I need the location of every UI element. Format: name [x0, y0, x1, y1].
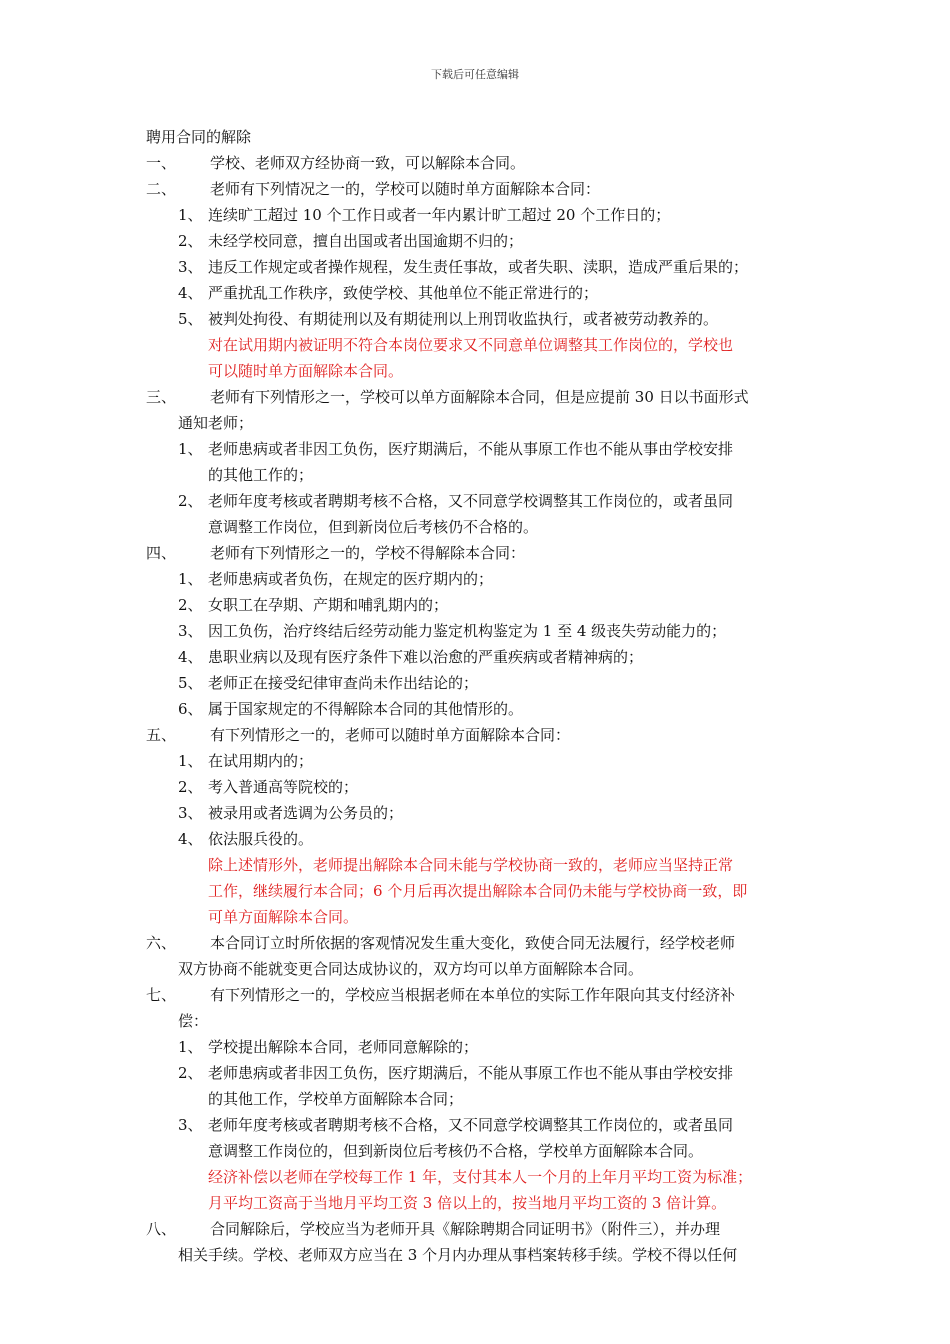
red-note: 经济补偿以老师在学校每工作 1 年，支付其本人一个月的上年月平均工资为标准；	[208, 1168, 753, 1186]
list-item	[146, 566, 818, 592]
list-item	[146, 644, 818, 670]
list-item	[146, 280, 818, 306]
red-note: 除上述情形外，老师提出解除本合同未能与学校协商一致的，老师应当坚持正常	[208, 856, 734, 874]
item-number: 4、	[178, 284, 203, 302]
item-number: 1、	[178, 752, 203, 770]
item-text: 因工负伤，治疗终结后经劳动能力鉴定机构鉴定为 1 至 4 级丧失劳动能力的；	[208, 622, 727, 640]
list-item	[146, 800, 818, 826]
item-number: 4、	[178, 830, 203, 848]
list-item	[146, 670, 818, 696]
item-text: 被判处拘役、有期徒刑以及有期徒刑以上刑罚收监执行，或者被劳动教养的。	[208, 310, 719, 328]
item-number: 3、	[178, 622, 203, 640]
item-number: 5、	[178, 310, 203, 328]
section-number: 六、	[146, 934, 177, 952]
section-number: 二、	[146, 180, 177, 198]
list-item	[146, 748, 818, 774]
item-text-continued: 的其他工作，学校单方面解除本合同；	[208, 1090, 464, 1108]
list-item	[146, 618, 818, 644]
section-text: 本合同订立时所依据的客观情况发生重大变化，致使合同无法履行，经学校老师	[210, 934, 736, 952]
item-text: 老师患病或者非因工负伤，医疗期满后，不能从事原工作也不能从事由学校安排	[208, 440, 734, 458]
item-number: 6、	[178, 700, 203, 718]
section-text: 有下列情形之一的，学校应当根据老师在本单位的实际工作年限向其支付经济补	[210, 986, 736, 1004]
item-text: 连续旷工超过 10 个工作日或者一年内累计旷工超过 20 个工作日的；	[208, 206, 671, 224]
section-text: 有下列情形之一的，老师可以随时单方面解除本合同：	[210, 726, 571, 744]
document-title: 聘用合同的解除	[146, 128, 252, 146]
item-number: 2、	[178, 778, 203, 796]
section-5	[146, 722, 818, 748]
section-8	[146, 1216, 818, 1242]
section-1	[146, 150, 818, 176]
red-note: 可以随时单方面解除本合同。	[208, 362, 404, 380]
item-number: 2、	[178, 232, 203, 250]
section-text: 老师有下列情形之一的，学校不得解除本合同：	[210, 544, 526, 562]
section-6	[146, 930, 818, 956]
item-text: 未经学校同意，擅自出国或者出国逾期不归的；	[208, 232, 524, 250]
item-number: 5、	[178, 674, 203, 692]
section-text-continued: 相关手续。学校、老师双方应当在 3 个月内办理从事档案转移手续。学校不得以任何	[178, 1246, 738, 1264]
item-text: 老师年度考核或者聘期考核不合格，又不同意学校调整其工作岗位的，或者虽同	[208, 1116, 734, 1134]
section-2	[146, 176, 818, 202]
list-item	[146, 1112, 818, 1138]
list-item	[146, 228, 818, 254]
section-number: 四、	[146, 544, 177, 562]
section-4	[146, 540, 818, 566]
list-item	[146, 1060, 818, 1086]
section-text-continued: 双方协商不能就变更合同达成协议的，双方均可以单方面解除本合同。	[178, 960, 644, 978]
item-number: 1、	[178, 440, 203, 458]
item-number: 1、	[178, 1038, 203, 1056]
item-text: 在试用期内的；	[208, 752, 314, 770]
section-text: 合同解除后，学校应当为老师开具《解除聘期合同证明书》（附件三），并办理	[210, 1220, 721, 1238]
list-item	[146, 436, 818, 462]
red-note: 可单方面解除本合同。	[208, 908, 359, 926]
red-note: 工作，继续履行本合同；6 个月后再次提出解除本合同仍未能与学校协商一致，即	[208, 882, 748, 900]
section-text: 老师有下列情况之一的，学校可以随时单方面解除本合同：	[210, 180, 601, 198]
item-text: 违反工作规定或者操作规程，发生责任事故，或者失职、渎职，造成严重后果的；	[208, 258, 749, 276]
item-number: 3、	[178, 1116, 203, 1134]
list-item	[146, 202, 818, 228]
list-item	[146, 696, 818, 722]
list-item	[146, 306, 818, 332]
item-number: 2、	[178, 596, 203, 614]
item-text: 依法服兵役的。	[208, 830, 314, 848]
list-item	[146, 488, 818, 514]
section-text-continued: 偿：	[178, 1012, 209, 1030]
section-text: 学校、老师双方经协商一致，可以解除本合同。	[210, 154, 526, 172]
item-number: 1、	[178, 206, 203, 224]
section-number: 一、	[146, 154, 177, 172]
list-item	[146, 592, 818, 618]
list-item	[146, 774, 818, 800]
item-text-continued: 意调整工作岗位的，但到新岗位后考核仍不合格，学校单方面解除本合同。	[208, 1142, 704, 1160]
item-text: 女职工在孕期、产期和哺乳期内的；	[208, 596, 449, 614]
document-body	[146, 124, 818, 1268]
item-text: 老师患病或者非因工负伤，医疗期满后，不能从事原工作也不能从事由学校安排	[208, 1064, 734, 1082]
item-number: 1、	[178, 570, 203, 588]
red-note: 对在试用期内被证明不符合本岗位要求又不同意单位调整其工作岗位的，学校也	[208, 336, 734, 354]
item-text: 患职业病以及现有医疗条件下难以治愈的严重疾病或者精神病的；	[208, 648, 644, 666]
list-item	[146, 826, 818, 852]
item-text: 被录用或者选调为公务员的；	[208, 804, 404, 822]
item-text-continued: 的其他工作的；	[208, 466, 314, 484]
item-number: 3、	[178, 804, 203, 822]
section-number: 三、	[146, 388, 177, 406]
item-number: 3、	[178, 258, 203, 276]
page-header: 下载后可任意编辑	[431, 68, 519, 81]
section-text: 老师有下列情形之一，学校可以单方面解除本合同，但是应提前 30 日以书面形式	[210, 388, 749, 406]
item-text: 老师正在接受纪律审查尚未作出结论的；	[208, 674, 479, 692]
section-number: 八、	[146, 1220, 177, 1238]
section-number: 五、	[146, 726, 177, 744]
item-text: 严重扰乱工作秩序，致使学校、其他单位不能正常进行的；	[208, 284, 599, 302]
section-3	[146, 384, 818, 410]
section-7	[146, 982, 818, 1008]
item-text: 考入普通高等院校的；	[208, 778, 359, 796]
item-number: 2、	[178, 1064, 203, 1082]
item-number: 4、	[178, 648, 203, 666]
list-item	[146, 1034, 818, 1060]
list-item	[146, 254, 818, 280]
item-text: 学校提出解除本合同，老师同意解除的；	[208, 1038, 479, 1056]
item-text-continued: 意调整工作岗位，但到新岗位后考核仍不合格的。	[208, 518, 539, 536]
section-text-continued: 通知老师；	[178, 414, 254, 432]
item-text: 属于国家规定的不得解除本合同的其他情形的。	[208, 700, 524, 718]
item-text: 老师患病或者负伤，在规定的医疗期内的；	[208, 570, 494, 588]
section-number: 七、	[146, 986, 177, 1004]
item-number: 2、	[178, 492, 203, 510]
item-text: 老师年度考核或者聘期考核不合格，又不同意学校调整其工作岗位的，或者虽同	[208, 492, 734, 510]
red-note: 月平均工资高于当地月平均工资 3 倍以上的，按当地月平均工资的 3 倍计算。	[208, 1194, 727, 1212]
